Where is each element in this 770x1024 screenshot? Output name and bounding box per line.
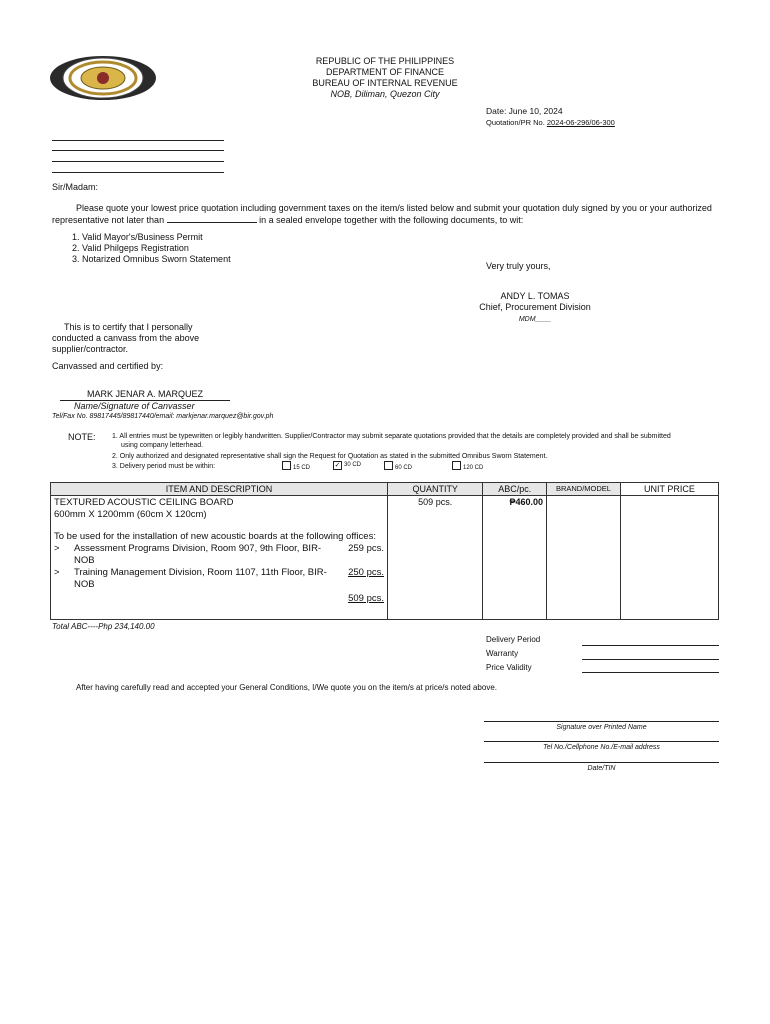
- header-brand-model: BRAND/MODEL: [547, 483, 621, 496]
- bir-seal-logo: [48, 54, 158, 102]
- canvasser-name: MARK JENAR A. MARQUEZ: [86, 389, 203, 399]
- supplier-line-1[interactable]: [52, 140, 224, 141]
- supplier-line-4[interactable]: [52, 172, 224, 173]
- header-line2: DEPARTMENT OF FINANCE: [325, 67, 444, 77]
- delivery-option-30[interactable]: [333, 461, 361, 470]
- requirements-list: [72, 232, 231, 265]
- date-block: [486, 106, 615, 128]
- signatory-block: [440, 291, 630, 324]
- header-unit-price: UNIT PRICE: [620, 483, 718, 496]
- abc-cell: ₱460.00: [483, 496, 547, 620]
- header-line1: REPUBLIC OF THE PHILIPPINES: [315, 56, 455, 66]
- delivery-checkbox[interactable]: ✓: [334, 462, 341, 469]
- signatory-title: Chief, Procurement Division: [479, 302, 591, 312]
- signatory-initials: MDM____: [518, 316, 552, 323]
- supplier-line-2[interactable]: [52, 150, 224, 151]
- contact-line[interactable]: [484, 741, 719, 742]
- items-table: [50, 482, 719, 620]
- item-size: 600mm X 1200mm (60cm X 120cm): [54, 509, 207, 520]
- delivery-option-label: 30 CD: [344, 462, 362, 468]
- office-qty: 250 pcs.: [348, 567, 384, 578]
- header-quantity: QUANTITY: [388, 483, 483, 496]
- signature-line[interactable]: [484, 721, 719, 722]
- deadline-blank[interactable]: [167, 214, 257, 223]
- contact-label: Tel No./Cellphone No./E-mail address: [543, 744, 660, 751]
- note-item-3: 3. Delivery period must be within:: [112, 463, 216, 470]
- office-name: Assessment Programs Division, Room 907, 9th Floor, BIR-NOB: [74, 543, 322, 566]
- term-delivery-period: Delivery Period: [486, 635, 541, 644]
- term-warranty: Warranty: [486, 649, 519, 658]
- note-label: NOTE:: [68, 432, 96, 442]
- acceptance-text: After having carefully read and accepted your General Conditions, I/We quote you on the item/s at price/s noted above.: [76, 683, 497, 692]
- unit-price-cell[interactable]: [620, 496, 718, 620]
- brand-model-cell[interactable]: [547, 496, 621, 620]
- canvasser-role: Name/Signature of Canvasser: [74, 401, 195, 411]
- office-row: [54, 543, 384, 567]
- delivery-checkbox[interactable]: [384, 461, 393, 470]
- delivery-option-120[interactable]: [452, 461, 483, 471]
- item-name: TEXTURED ACOUSTIC CEILING BOARD: [54, 497, 234, 508]
- requirement-item: 2. Valid Philgeps Registration: [72, 243, 189, 253]
- delivery-option-label: 120 CD: [463, 465, 484, 471]
- request-text-part2: in a sealed envelope together with the following documents, to wit:: [259, 215, 524, 225]
- delivery-option-label: 15 CD: [293, 465, 311, 471]
- term-price-validity: Price Validity: [486, 663, 532, 672]
- date-tin-label: Date/TIN: [587, 765, 616, 772]
- note-item-1: 1. All entries must be typewritten or legibly handwritten. Supplier/Contractor may submit separate quotations provided that the details are completely provided and shall be submitted using company letterhead.: [112, 433, 671, 449]
- delivery-option-15[interactable]: [282, 461, 310, 471]
- item-description-cell: [51, 496, 388, 620]
- office-name: Training Management Division, Room 1107, 11th Floor, BIR-NOB: [74, 567, 327, 590]
- office-qty: 259 pcs.: [348, 543, 384, 554]
- closing-text: Very truly yours,: [486, 261, 551, 271]
- request-paragraph: [52, 203, 722, 226]
- requirement-item: 1. Valid Mayor's/Business Permit: [72, 232, 203, 242]
- header-line3: BUREAU OF INTERNAL REVENUE: [312, 78, 458, 88]
- delivery-option-60[interactable]: [384, 461, 412, 471]
- request-text-part1: Please quote your lowest price quotation including government taxes on the item/s listed below and submit your quotation duly signed by you or your authorized representative not later than: [52, 203, 712, 225]
- total-qty: 509 pcs.: [348, 593, 384, 604]
- delivery-checkbox[interactable]: [452, 461, 461, 470]
- note-item-2: 2. Only authorized and designated representative shall sign the Request for Quotation as stated in the submitted Omnibus Sworn Statement.: [112, 453, 548, 460]
- canvassed-label: Canvassed and certified by:: [52, 361, 164, 371]
- quotation-label: Quotation/PR No.: [486, 118, 545, 127]
- date-text: Date: June 10, 2024: [486, 106, 563, 116]
- agency-header: [250, 56, 520, 100]
- item-usage: To be used for the installation of new acoustic boards at the following offices:: [54, 531, 376, 542]
- signature-label: Signature over Printed Name: [556, 724, 647, 731]
- salutation: Sir/Madam:: [52, 182, 99, 192]
- office-row: [54, 567, 384, 591]
- price-validity-line[interactable]: [582, 672, 719, 673]
- signatory-name: ANDY L. TOMAS: [500, 291, 570, 301]
- total-abc: Total ABC----Php 234,140.00: [52, 622, 155, 631]
- header-abc: ABC/pc.: [483, 483, 547, 496]
- office-bullet: >: [54, 567, 60, 578]
- delivery-checkbox[interactable]: [282, 461, 291, 470]
- quotation-number: 2024-06-296/06-300: [546, 118, 615, 127]
- date-tin-line[interactable]: [484, 762, 719, 763]
- quantity-cell: 509 pcs.: [388, 496, 483, 620]
- office-bullet: >: [54, 543, 60, 554]
- warranty-line[interactable]: [582, 659, 719, 660]
- delivery-option-label: 60 CD: [395, 465, 413, 471]
- header-item-description: ITEM AND DESCRIPTION: [51, 483, 388, 496]
- delivery-period-line[interactable]: [582, 645, 719, 646]
- certify-text: This is to certify that I personally conducted a canvass from the above supplier/contractor.: [52, 322, 200, 354]
- header-address: NOB, Diliman, Quezon City: [330, 89, 440, 99]
- supplier-line-3[interactable]: [52, 161, 224, 162]
- requirement-item: 3. Notarized Omnibus Sworn Statement: [72, 254, 231, 264]
- canvasser-contact: Tel/Fax No. 89817445/89817440/email: markjenar.marquez@bir.gov.ph: [52, 413, 274, 420]
